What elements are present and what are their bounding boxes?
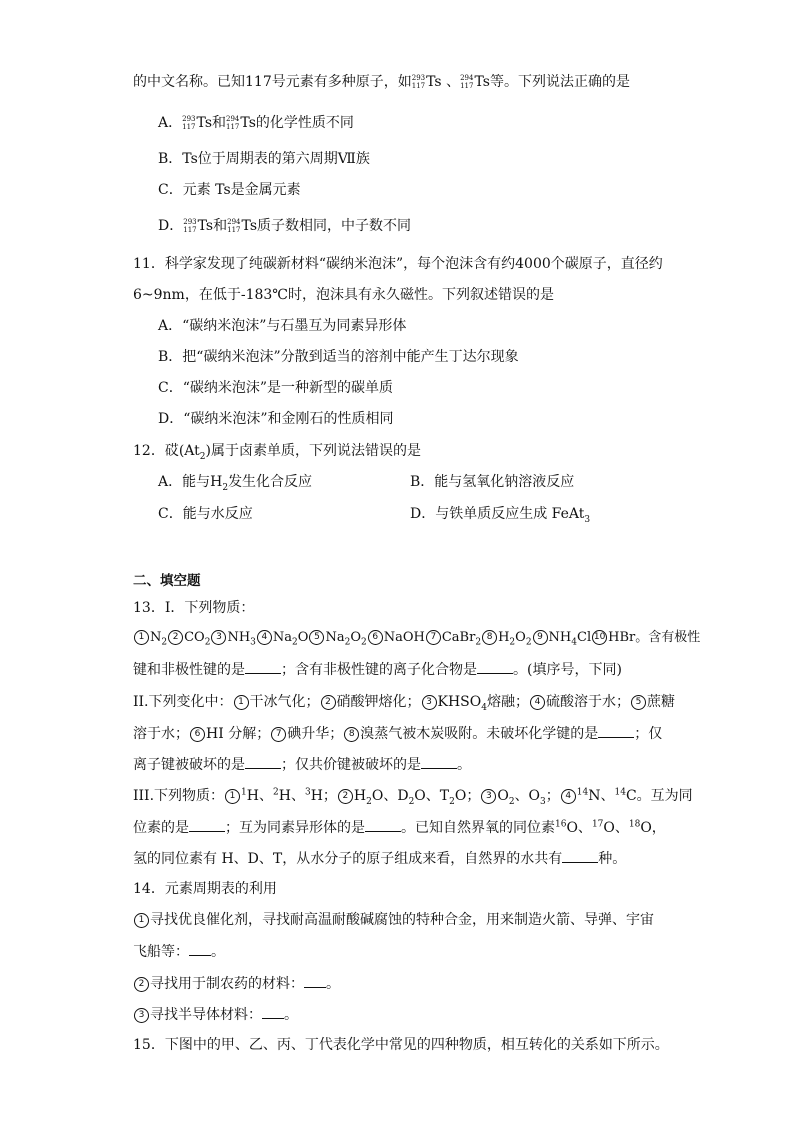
answer-blank[interactable]: [245, 754, 281, 769]
q12-option-a[interactable]: A．能与$H_2$发生化合反应: [158, 474, 313, 493]
q13-ii-line2: 溶于水； 6 HI 分解； 7 碘升华； 8 溴蒸气被木炭吸附。未破坏化学键的是 ；仅: [133, 723, 662, 744]
nuclide-294-117: 294 117: [460, 74, 474, 90]
q13-intro: 13．I．下列物质：: [133, 600, 255, 616]
answer-blank[interactable]: [304, 973, 326, 988]
answer-blank[interactable]: [562, 848, 598, 863]
answer-blank[interactable]: [262, 1004, 284, 1019]
q14-item-3: 3 寻找半导体材料： 。: [133, 1004, 298, 1025]
q12-option-b[interactable]: B．能与氢氧化钠溶液反应: [410, 474, 575, 490]
q13-ii-line1: II.下列变化中： 1 干冰气化； 2 硝酸钾熔化； 3 $KHSO_4$熔融； 4 硫酸溶于水； 5 蔗糖: [133, 694, 675, 713]
q11-option-c[interactable]: C．“碳纳米泡沫”是一种新型的碳单质: [158, 380, 394, 396]
q11-option-b[interactable]: B．把“碳纳米泡沫”分散到适当的溶剂中能产生丁达尔现象: [158, 349, 519, 365]
section-heading-fill-in: 二、填空题: [133, 573, 201, 589]
q10-option-a[interactable]: A． 293 117 Ts和 294 117 Ts的化学性质不同: [158, 115, 354, 131]
q10-option-b[interactable]: B．Ts位于周期表的第六周期Ⅶ族: [158, 151, 370, 167]
circle-number: 1: [134, 630, 149, 645]
q14-item-1-cont: 飞船等： 。: [133, 941, 225, 962]
q11-option-a[interactable]: A．“碳纳米泡沫”与石墨互为同素异形体: [158, 318, 407, 334]
answer-blank[interactable]: [189, 941, 211, 956]
q10-option-d[interactable]: D． 293 117 Ts和 294 117 Ts质子数相同，中子数不同: [158, 218, 412, 234]
q14-item-1: 1 寻找优良催化剂，寻找耐高温耐酸碱腐蚀的特种合金，用来制造火箭、导弹、宇宙: [133, 910, 654, 930]
q13-iii-line3: 氢的同位素有 H、D、T，从水分子的原子组成来看，自然界的水共有 种。: [133, 848, 626, 869]
q13-i-line2: 键和非极性键的是 ；含有非极性键的离子化合物是 。(填序号，下同): [133, 659, 622, 680]
q12-option-c[interactable]: C．能与水反应: [158, 506, 253, 522]
q13-iii-line2: 位素的是 ；互为同素异形体的是 。已知自然界氧的同位素$^{16}$O、$^{17}$O、$^{18}$O，: [133, 817, 666, 838]
q11-stem-line2: 6~9nm，在低于-183℃时，泡沫具有永久磁性。下列叙述错误的是: [133, 287, 554, 303]
q12-option-d[interactable]: D．与铁单质反应生成 FeAt$_3$: [410, 506, 591, 525]
answer-blank[interactable]: [598, 723, 634, 738]
q14-item-2: 2 寻找用于制农药的材料： 。: [133, 973, 340, 994]
answer-blank[interactable]: [477, 659, 513, 674]
answer-blank[interactable]: [365, 817, 401, 832]
q12-stem: 12．砹$(At_2)$属于卤素单质，下列说法错误的是: [133, 443, 421, 462]
q13-ii-line3: 离子键被破坏的是 ；仅共价键被破坏的是 。: [133, 754, 471, 775]
answer-blank[interactable]: [245, 659, 281, 674]
q11-option-d[interactable]: D．“碳纳米泡沫”和金刚石的性质相同: [158, 411, 394, 427]
nuclide-293-117: 293 117: [411, 74, 426, 90]
q11-stem-line1: 11．科学家发现了纯碳新材料“碳纳米泡沫”，每个泡沫含有约4000个碳原子，直径约: [133, 256, 663, 272]
q14-title: 14．元素周期表的利用: [133, 881, 277, 897]
answer-blank[interactable]: [421, 754, 457, 769]
q13-substance-list: 1 $N_22$ $CO_23$ $NH_34$ $Na_2O$ 5 $Na_2O_26$ NaOH 7 CaBr$_2$8 $H_2O_29$ $NH_4Cl$ 10 HBr。含有极性: [133, 628, 700, 648]
q15-stem: 15．下图中的甲、乙、丙、丁代表化学中常见的四种物质，相互转化的关系如下所示。: [133, 1037, 669, 1053]
q13-iii-line1: III.下列物质： 1 $^1$H、$^2$H、$^3$H； 2 $H_2O$、$D_2O$、$T_2O$； 3 $O_2$、$O_3$； 4 $^{14}$N、$^{14}$C。互为同: [133, 787, 693, 807]
q10-option-c[interactable]: C．元素 Ts是金属元素: [158, 182, 301, 198]
q10-stem: 的中文名称。已知117号元素有多种原子，如 293 117 Ts 、 294 117 Ts等。下列说法正确的是: [133, 74, 630, 90]
answer-blank[interactable]: [189, 817, 225, 832]
